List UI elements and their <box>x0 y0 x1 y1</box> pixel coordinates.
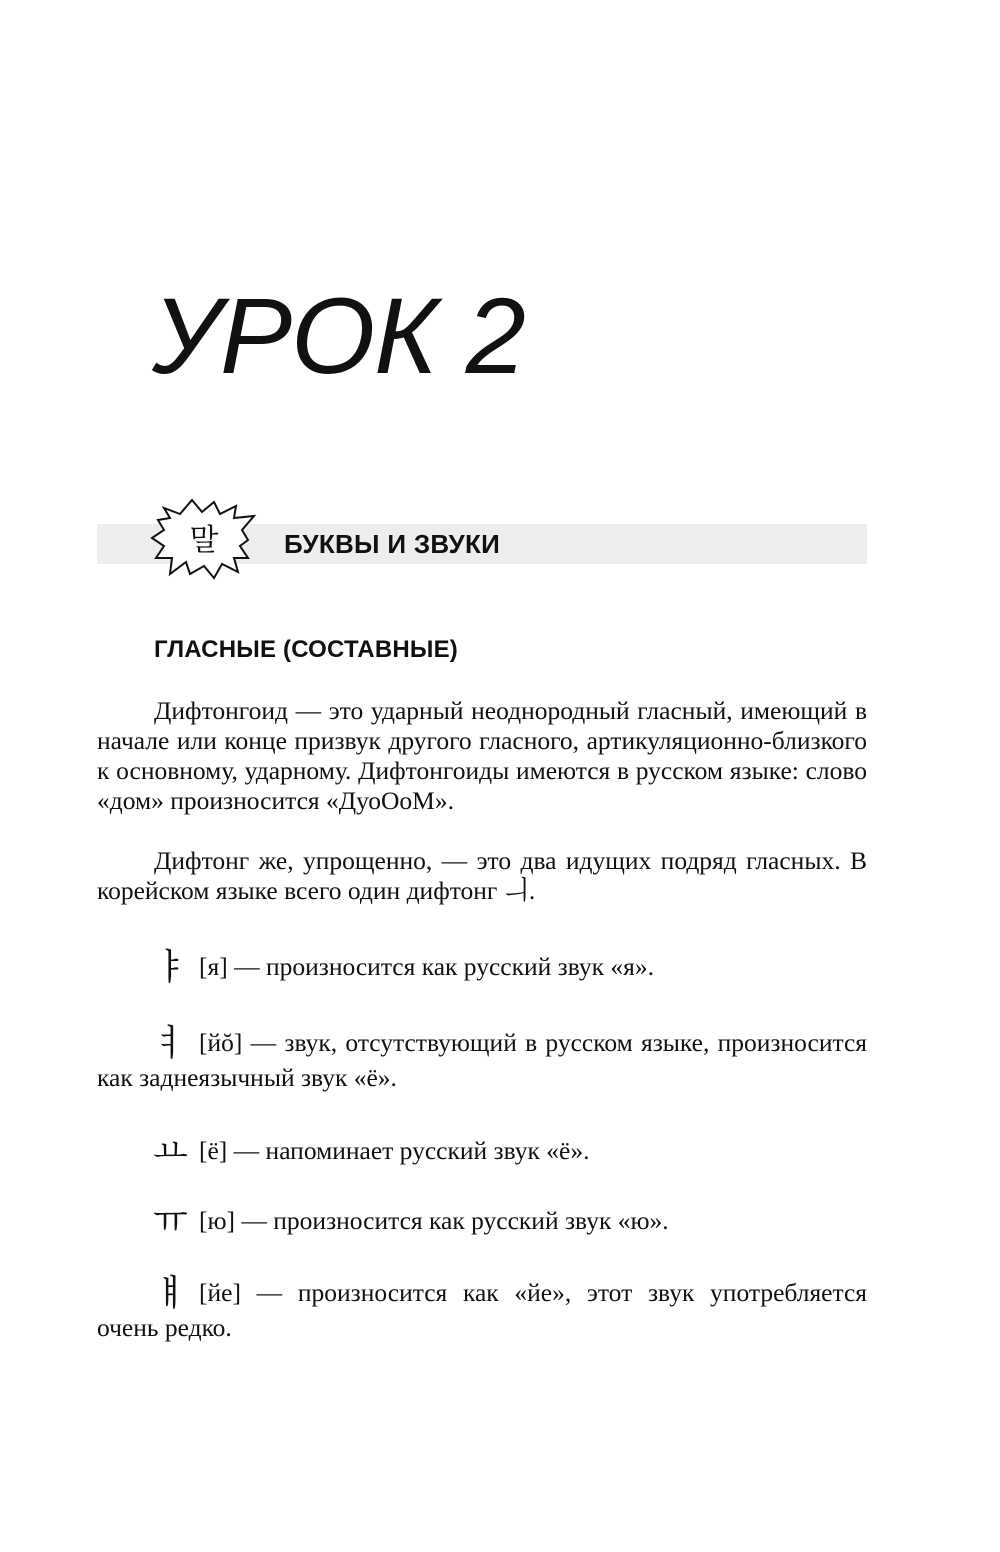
vowel-description: [йе] — произносится как «йе», этот звук употребляется очень редко. <box>97 1278 867 1342</box>
vowel-entry <box>97 1201 867 1242</box>
section-heading: БУКВЫ И ЗВУКИ <box>284 529 501 559</box>
badge-char: 말 <box>189 523 219 558</box>
vowel-glyph: ㅛ <box>153 1131 188 1172</box>
vowel-glyph: ㅒ <box>153 1273 188 1314</box>
vowel-glyph: ㅠ <box>153 1201 188 1242</box>
vowel-entry <box>97 1131 867 1172</box>
vowel-description: [йŏ] — звук, отсутствующий в русском языке, произносится как заднеязычный звук «ё». <box>97 1028 867 1092</box>
vowel-description: [ю] — произносится как русский звук «ю». <box>199 1206 669 1235</box>
vowel-glyph: ㅕ <box>153 1023 188 1064</box>
burst-icon <box>150 498 258 580</box>
vowel-entry <box>97 1273 867 1345</box>
paragraph-diphthong-end: . <box>528 876 536 905</box>
paragraph-diphthong <box>97 846 867 906</box>
vowel-entry <box>97 1023 867 1095</box>
vowel-description: [ё] — напоминает русский звук «ё». <box>199 1136 590 1165</box>
paragraph-diphthong-text: Дифтонг же, упрощенно, — это два идущих подряд гласных. В корейском языке всего один дифтонг <box>97 846 867 905</box>
vowel-glyph: ㅑ <box>153 947 188 988</box>
subsection-heading: ГЛАСНЫЕ (СОСТАВНЫЕ) <box>154 636 458 663</box>
lesson-title: УРОК 2 <box>152 275 525 396</box>
speech-burst-badge <box>150 498 258 580</box>
vowel-description: [я] — произносится как русский звук «я». <box>199 952 655 981</box>
vowel-entry <box>97 947 867 988</box>
paragraph-diphthongoid: Дифтонгоид — это ударный неоднородный гласный, имеющий в начале или конце призвук другого гласного, артикуляционно-близкого к основному, ударному. Дифтонгоиды имеются в русском языке: слово «дом» произносится «ДуоОоМ». <box>97 696 867 815</box>
diphthong-glyph: ㅢ <box>503 876 529 906</box>
